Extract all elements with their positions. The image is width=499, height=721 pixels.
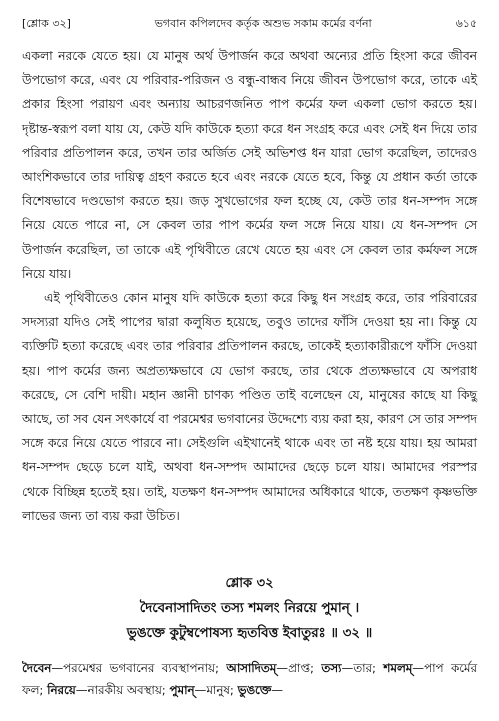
synonym-term: পুমান্ xyxy=(169,683,195,697)
chapter-title: ভগবান কপিলদেব কর্তৃক অশুভ সকাম কর্মের বর্ণনা xyxy=(154,16,372,30)
word-for-word-synonyms xyxy=(22,657,477,701)
synonym-term: নিরয়ে xyxy=(47,683,76,697)
purport-text xyxy=(22,44,477,528)
verse-reference: [শ্লোক ৩২] xyxy=(22,16,71,30)
synonym-term: শমলম্ xyxy=(383,661,413,675)
verse-line-2: ভুঙক্তে কুটুম্বপোষস্য হৃতবিত্ত ইবাতুরঃ ॥ ৩২ ॥ xyxy=(126,626,373,641)
verse-heading: শ্লোক ৩২ xyxy=(225,576,274,591)
running-header xyxy=(22,10,477,38)
synonym-term: আসাদিতম্ xyxy=(226,661,277,675)
purport-paragraph-2: এই পৃথিবীতেও কোন মানুষ যদি কাউকে হত্যা করে কিছু ধন সংগ্রহ করে, তার পরিবারের সদস্যরা যদিও সেই পাপের দ্বারা কলুষিত হয়েছে, তবুও তাদের ফাঁসি দেওয়া হয় না। কিন্তু যে ব্যক্তিটি হত্যা করেছে এবং তার পরিবার প্রতিপালন করছে, তাকেই হত্যাকারীরূপে ফাঁসি দেওয়া হয়। পাপ কর্মের জন্য অপ্রত্যক্ষভাবে যে ভোগ করছে, তার থেকে প্রত্যক্ষভাবে যে অপরাধ করেছে, সে বেশি দায়ী। মহান জ্ঞানী চাণক্য পণ্ডিত তাই বলেছেন যে, মানুষের কাছে যা কিছু আছে, তা সব যেন সৎকার্যে বা পরমেশ্বর ভগবানের উদ্দেশ্যে ব্যয় করা হয়, কারণ সে তার সম্পদ সঙ্গে করে নিয়ে যেতে পারবে না। সেইগুলি এইখানেই থাকে এবং তা নষ্ট হয়ে যায়। হয় আমরা ধন-সম্পদ ছেড়ে চলে যাই, অথবা ধন-সম্পদ আমাদের ছেড়ে চলে যায়। আমাদের পরস্পর থেকে বিচ্ছিন্ন হতেই হয়। তাই, যতক্ষণ ধন-সম্পদ আমাদের অধিকারে থাকে, ততক্ষণ কৃষ্ণভক্তি লাভের জন্য তা ব্যয় করা উচিত। xyxy=(22,291,477,523)
page-number: ৬১৫ xyxy=(455,16,477,30)
synonym-term: তস্য xyxy=(321,661,342,675)
synonym-meaning: —প্রাপ্ত; xyxy=(276,661,322,675)
verse-line-1: দৈবেনাসাদিতং তস্য শমলং নিরয়ে পুমান্ । xyxy=(139,601,360,616)
synonym-term: দৈবেন xyxy=(22,661,52,675)
synonym-meaning: —মানুষ; xyxy=(194,683,238,697)
synonym-meaning: — xyxy=(271,683,284,697)
purport-paragraph-1: একলা নরকে যেতে হয়। যে মানুষ অর্থ উপার্জন করে অথবা অন্যের প্রতি হিংসা করে জীবন উপভোগ করে, এবং যে পরিবার-পরিজন ও বন্ধু-বান্ধব নিয়ে জীবন উপভোগ করে, তাকে এই প্রকার হিংসা পরায়ণ এবং অন্যায় আচরণজনিত পাপ কর্মের ফল একলা ভোগ করতে হয়। দৃষ্টান্ত-স্বরূপ বলা যায় যে, কেউ যদি কাউকে হত্যা করে ধন সংগ্রহ করে এবং সেই ধন দিয়ে তার পরিবার প্রতিপালন করে, তখন তার অর্জিত সেই অভিশপ্ত ধন যারা ভোগ করেছিল, তাদেরও আংশিকভাবে তার দায়িত্ব গ্রহণ করতে হবে এবং নরকে যেতে হবে, কিন্তু যে প্রধান কর্তা তাকে বিশেষভাবে দণ্ডভোগ করতে হয়। জড় সুখভোগের ফল হচ্ছে যে, কেউ তার ধন-সম্পদ সঙ্গে নিয়ে যেতে পারে না, সে কেবল তার পাপ কর্মের ফল সঙ্গে নিয়ে যায়। যে ধন-সম্পদ সে উপার্জন করেছিল, তা তাকে এই পৃথিবীতে রেখে যেতে হয় এবং সে কেবল তার কর্মফল সঙ্গে নিয়ে যায়। xyxy=(22,49,477,281)
synonym-term: ভুঙক্তে xyxy=(237,683,272,697)
synonym-meaning: —পাপ কর্মের ফল; xyxy=(22,661,477,697)
synonym-meaning: —পরমেশ্বর ভগবানের ব্যবস্থাপনায়; xyxy=(51,661,227,675)
synonym-meaning: —নারকীয় অবস্থায়; xyxy=(75,683,170,697)
verse-block xyxy=(22,572,477,646)
synonym-meaning: —তার; xyxy=(341,661,384,675)
